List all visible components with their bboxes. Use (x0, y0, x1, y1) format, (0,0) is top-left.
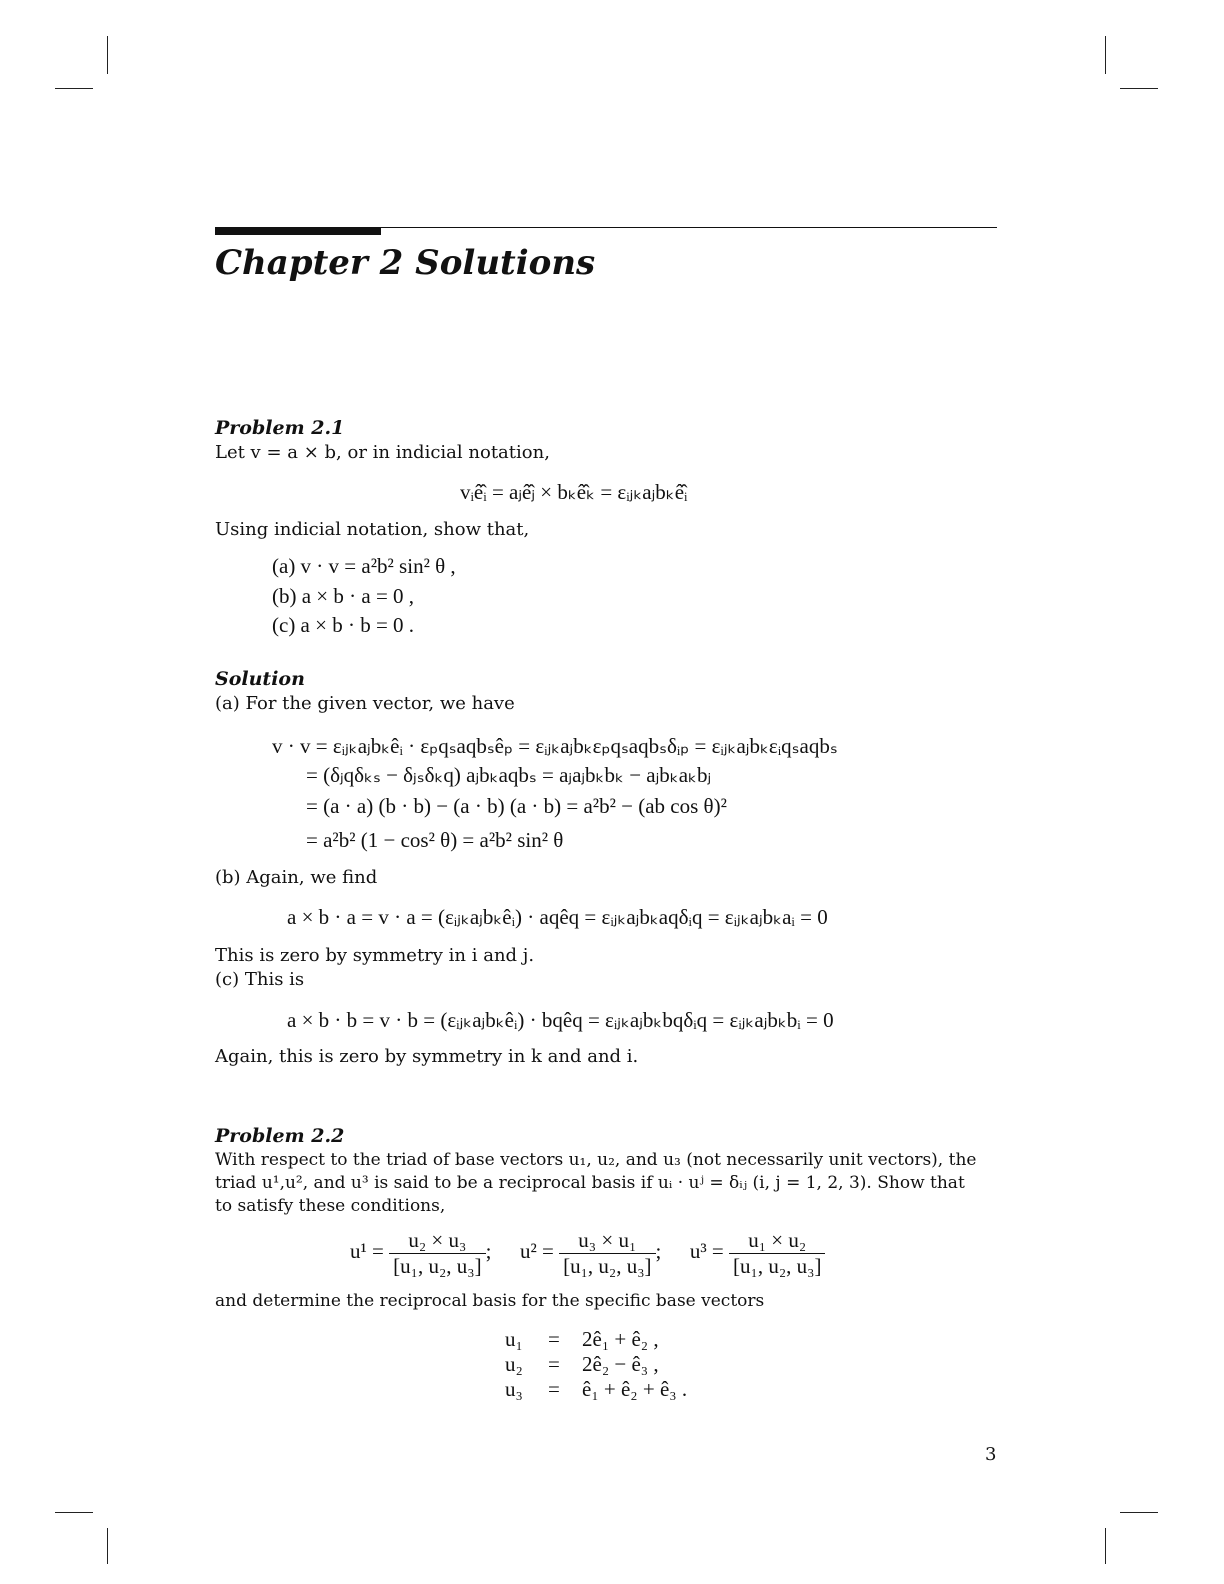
problem-2-1-show-that: Using indicial notation, show that, (215, 519, 530, 540)
solution-part-a-line-3: = (a · a) (b · b) − (a · b) (a · b) = a²b² − (ab cos θ)² (306, 794, 727, 818)
chapter-rule-thin (381, 227, 997, 228)
solution-part-c-intro: (c) This is (215, 969, 305, 990)
reciprocal-u1-numerator: u₂ × u₃ (389, 1228, 485, 1254)
page-number: 3 (985, 1444, 997, 1465)
reciprocal-u3-equation (689, 1228, 826, 1278)
solution-part-c-equation: a × b · b = v · b = (εᵢⱼₖaⱼbₖêᵢ) · bqêq = εᵢⱼₖaⱼbₖbqδᵢq = εᵢⱼₖaⱼbₖbᵢ = 0 (287, 1008, 834, 1032)
solution-part-b-equation: a × b · a = v · a = (εᵢⱼₖaⱼbₖêᵢ) · aqêq = εᵢⱼₖaⱼbₖaqδᵢq = εᵢⱼₖaⱼbₖaᵢ = 0 (287, 905, 828, 929)
base-vector-u3-rhs: ê₁ + ê₂ + ê₃ . (582, 1377, 688, 1401)
base-vector-u2-equals: = (548, 1352, 560, 1376)
problem-2-2-text-line-1: With respect to the triad of base vectors u₁, u₂, and u₃ (not necessarily unit vectors), the (215, 1150, 977, 1170)
problem-2-2-determine: and determine the reciprocal basis for the specific base vectors (215, 1291, 765, 1311)
solution-part-a-intro: (a) For the given vector, we have (215, 693, 515, 714)
crop-mark-top-right-vertical (1105, 36, 1106, 74)
base-vector-u3-lhs: u₃ (505, 1377, 523, 1401)
reciprocal-u2-separator: ; (655, 1239, 662, 1264)
chapter-rule-thick (215, 227, 381, 235)
solution-part-a-line-4: = a²b² (1 − cos² θ) = a²b² sin² θ (306, 828, 564, 852)
chapter-title: Chapter 2 Solutions (215, 243, 596, 283)
reciprocal-u2-denominator: [u₁, u₂, u₃] (563, 1254, 652, 1278)
base-vector-u2-lhs: u₂ (505, 1352, 523, 1376)
reciprocal-u1-denominator: [u₁, u₂, u₃] (393, 1254, 482, 1278)
problem-2-1-item-c: (c) a × b · b = 0 . (272, 613, 415, 637)
solution-title: Solution (215, 668, 305, 690)
problem-2-1-intro: Let v = a × b, or in indicial notation, (215, 442, 550, 463)
base-vector-u1-equals: = (548, 1327, 560, 1351)
problem-2-1-item-a: (a) v · v = a²b² sin² θ , (272, 554, 456, 578)
reciprocal-u1-separator: ; (485, 1239, 492, 1264)
problem-2-1-title: Problem 2.1 (215, 417, 345, 439)
reciprocal-u3-denominator: [u₁, u₂, u₃] (733, 1254, 822, 1278)
reciprocal-u2-numerator: u₃ × u₁ (559, 1228, 655, 1254)
solution-part-a-line-1: v · v = εᵢⱼₖaⱼbₖêᵢ · εₚqₛaqbₛêₚ = εᵢⱼₖaⱼbₖεₚqₛaqbₛδᵢₚ = εᵢⱼₖaⱼbₖεᵢqₛaqbₛ (272, 734, 838, 758)
reciprocal-u3-lhs: u³ = (689, 1239, 724, 1264)
problem-2-2-text-line-3: to satisfy these conditions, (215, 1196, 446, 1216)
reciprocal-u2-equation (519, 1228, 667, 1278)
reciprocal-u3-numerator: u₁ × u₂ (729, 1228, 825, 1254)
reciprocal-u3-fraction (729, 1228, 825, 1279)
crop-mark-bottom-left-horizontal (55, 1512, 93, 1513)
crop-mark-bottom-right-horizontal (1120, 1512, 1158, 1513)
base-vector-u1-rhs: 2ê₁ + ê₂ , (582, 1327, 659, 1351)
reciprocal-basis-equations (350, 1228, 825, 1279)
crop-mark-bottom-left-vertical (107, 1528, 108, 1564)
reciprocal-u1-equation (350, 1228, 497, 1278)
problem-2-1-definition-equation: vᵢê̂ᵢ = aⱼê̂ⱼ × bₖê̂ₖ = εᵢⱼₖaⱼbₖê̂ᵢ (460, 480, 688, 504)
reciprocal-u2-fraction (559, 1228, 655, 1279)
base-vector-u2-rhs: 2ê₂ − ê₃ , (582, 1352, 659, 1376)
problem-2-1-item-b: (b) a × b · a = 0 , (272, 584, 415, 608)
problem-2-2-title: Problem 2.2 (215, 1125, 345, 1147)
base-vector-u1-lhs: u₁ (505, 1327, 523, 1351)
solution-part-b-note: This is zero by symmetry in i and j. (215, 945, 535, 966)
problem-2-2-text-line-2: triad u¹,u², and u³ is said to be a reciprocal basis if uᵢ · uʲ = δᵢⱼ (i, j = 1, 2, 3). Show that (215, 1173, 965, 1193)
base-vector-u3-equals: = (548, 1377, 560, 1401)
crop-mark-top-left-vertical (107, 36, 108, 74)
crop-mark-bottom-right-vertical (1105, 1528, 1106, 1564)
reciprocal-u1-lhs: u¹ = (350, 1239, 384, 1264)
crop-mark-top-right-horizontal (1120, 88, 1158, 89)
solution-part-c-note: Again, this is zero by symmetry in k and and i. (215, 1046, 639, 1067)
crop-mark-top-left-horizontal (55, 88, 93, 89)
reciprocal-u1-fraction (389, 1228, 485, 1279)
solution-part-b-intro: (b) Again, we find (215, 867, 378, 888)
solution-part-a-line-2: = (δⱼqδₖₛ − δⱼₛδₖq) aⱼbₖaqbₛ = aⱼaⱼbₖbₖ − aⱼbₖaₖbⱼ (306, 763, 712, 787)
reciprocal-u2-lhs: u² = (519, 1239, 554, 1264)
